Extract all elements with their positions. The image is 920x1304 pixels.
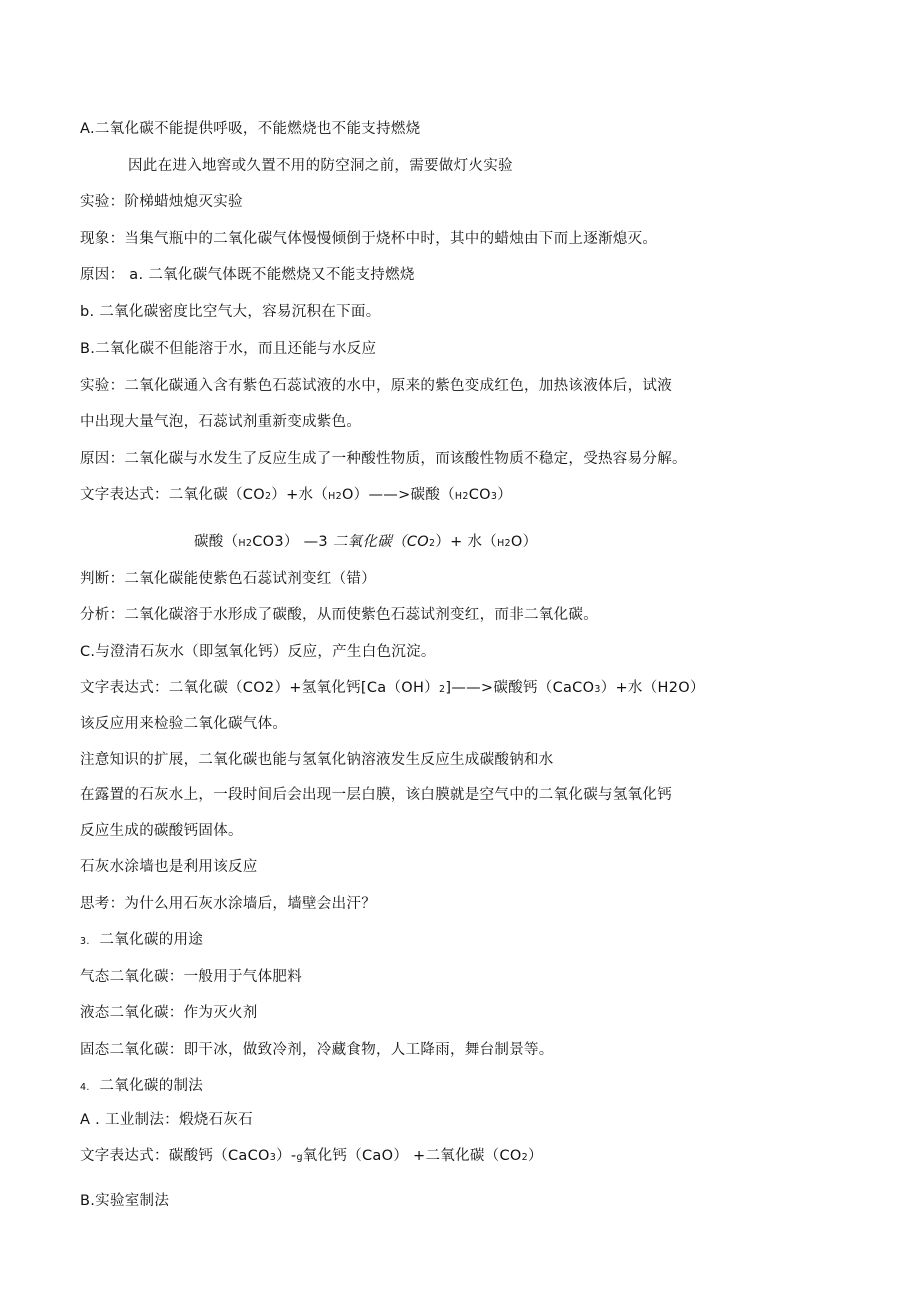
text-think-question: 思考：为什么用石灰水涂墙后，墙壁会出汗？ — [80, 896, 376, 912]
heading-a-co2-no-support: A.二氧化碳不能提供呼吸，不能燃烧也不能支持燃烧 — [80, 121, 421, 137]
heading-c-limewater: C.与澄清石灰水（即氢氧化钙）反应，产生白色沉淀。 — [80, 644, 436, 660]
heading-b-co2-water: B.二氧化碳不但能溶于水，而且还能与水反应 — [80, 341, 377, 357]
text-white-film-1: 在露置的石灰水上，一段时间后会出现一层白膜，该白膜就是空气中的二氧化碳与氢氧化钙 — [80, 787, 672, 803]
text-light-test-note: 因此在进入地窖或久置不用的防空洞之前，需要做灯火实验 — [128, 158, 513, 174]
equation-co2-limewater: 文字表达式：二氧化碳（CO2）+氢氧化钙[Ca（OH）2]——>碳酸钙（CaCO3）+水（H2O） — [80, 680, 705, 696]
text-liquid-co2: 液态二氧化碳：作为灭火剂 — [80, 1005, 258, 1021]
text-extension-naoh: 注意知识的扩展，二氧化碳也能与氢氧化钠溶液发生反应生成碳酸钠和水 — [80, 752, 554, 768]
text-judgement: 判断：二氧化碳能使紫色石蕊试剂变红（错） — [80, 571, 376, 587]
heading-4-co2-preparation: 4. 二氧化碳的制法 — [80, 1078, 204, 1094]
heading-3-co2-uses: 3. 二氧化碳的用途 — [80, 932, 204, 948]
heading-b-lab-method: B.实验室制法 — [80, 1193, 170, 1209]
heading-a-industrial: A . 工业制法：煅烧石灰石 — [80, 1112, 253, 1128]
equation-carbonic-acid-decompose: 碳酸（H2CO3） —3 二氧化碳（CO2）+ 水（H2O） — [194, 534, 538, 550]
equation-co2-water: 文字表达式：二氧化碳（CO2）+水（H2O）——>碳酸（H2CO3） — [80, 487, 513, 503]
text-reason-b: b. 二氧化碳密度比空气大，容易沉积在下面。 — [80, 304, 381, 320]
text-reason-acid: 原因：二氧化碳与水发生了反应生成了一种酸性物质，而该酸性物质不稳定，受热容易分解。 — [80, 451, 687, 467]
text-wall-painting: 石灰水涂墙也是利用该反应 — [80, 859, 258, 875]
text-experiment-litmus-1: 实验：二氧化碳通入含有紫色石蕊试液的水中，原来的紫色变成红色，加热该液体后，试液 — [80, 378, 672, 394]
text-solid-co2: 固态二氧化碳：即干冰，做致冷剂，冷藏食物，人工降雨，舞台制景等。 — [80, 1042, 554, 1058]
text-experiment-candle: 实验：阶梯蜡烛熄灭实验 — [80, 194, 243, 210]
text-experiment-litmus-2: 中出现大量气泡，石蕊试剂重新变成紫色。 — [80, 414, 362, 430]
text-analysis: 分析：二氧化碳溶于水形成了碳酸，从而使紫色石蕊试剂变红，而非二氧化碳。 — [80, 607, 598, 623]
equation-limestone-calcination: 文字表达式：碳酸钙（CaCO3）-g氧化钙（CaO） +二氧化碳（CO2） — [80, 1148, 543, 1164]
text-gaseous-co2: 气态二氧化碳：一般用于气体肥料 — [80, 969, 302, 985]
text-reason-a: 原因： a. 二氧化碳气体既不能燃烧又不能支持燃烧 — [80, 267, 415, 283]
text-phenomenon: 现象：当集气瓶中的二氧化碳气体慢慢倾倒于烧杯中时，其中的蜡烛由下而上逐渐熄灭。 — [80, 231, 658, 247]
text-detect-co2: 该反应用来检验二氧化碳气体。 — [80, 716, 288, 732]
text-white-film-2: 反应生成的碳酸钙固体。 — [80, 823, 243, 839]
